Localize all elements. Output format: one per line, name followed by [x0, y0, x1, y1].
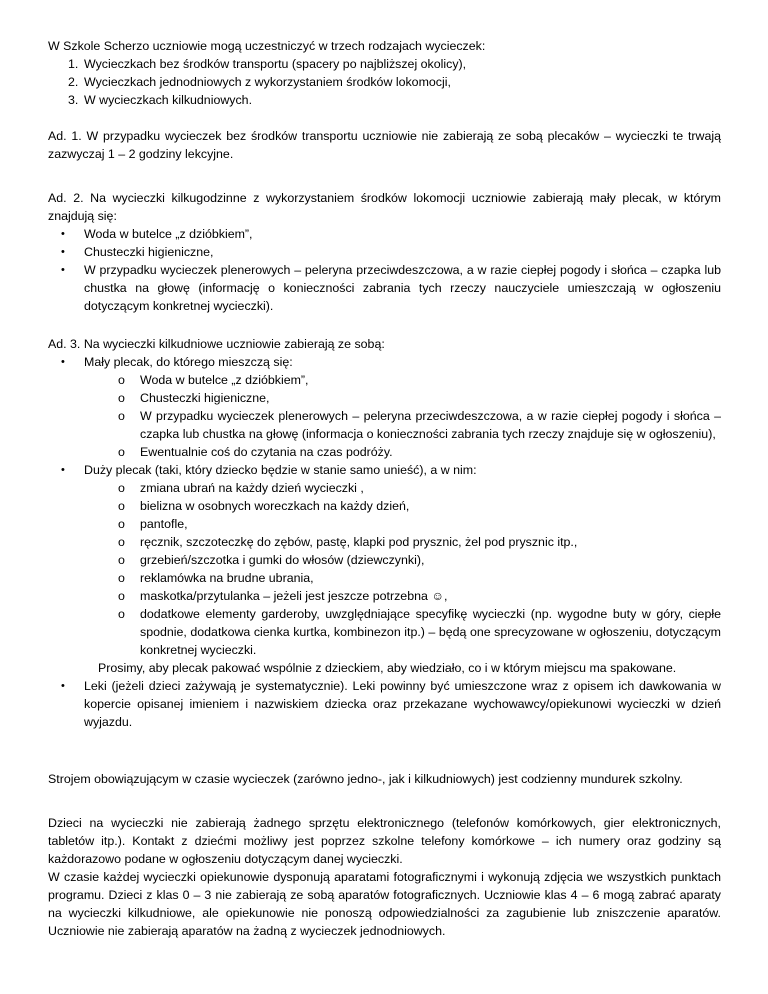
bullet-icon: • — [61, 264, 65, 276]
list-item-text: Wycieczkach jednodniowych z wykorzystaniem środków lokomocji, — [84, 75, 451, 89]
list-item-text: Leki (jeżeli dzieci zażywają je systematycznie). Leki powinny być umieszczone wraz z opisem ich dawkowania w kopercie opisanej imieniem i nazwiskiem dziecka oraz przekazane wychowawcy/opiekunowi wycieczki w dzień wyjazdu. — [84, 679, 721, 729]
list-item-text: Duży plecak (taki, który dziecko będzie w stanie samo unieść), a w nim: — [84, 463, 477, 477]
bullet-icon: • — [61, 246, 65, 258]
list-item-text: Woda w butelce „z dzióbkiem”, — [84, 227, 253, 241]
list-item-text: pantofle, — [140, 517, 188, 531]
list-item-text: reklamówka na brudne ubrania, — [140, 571, 314, 585]
list-item-text: zmiana ubrań na każdy dzień wycieczki , — [140, 481, 364, 495]
sub-bullet-icon: o — [118, 499, 125, 513]
sub-list-item — [48, 497, 721, 515]
bullet-icon: • — [61, 680, 65, 692]
photo-paragraph: W czasie każdej wycieczki opiekunowie dysponują aparatami fotograficznymi i wykonują zdjęcia we wszystkich punktach programu. Dzieci z klas 0 – 3 nie zabierają ze sobą aparatów fotograficznych. Uczniowie klas 4 – 6 mogą zabrać aparaty na wycieczki kilkudniowe, ale opiekunowie nie ponoszą odpowiedzialności za zagubienie lub zniszczenie aparatów. Uczniowie nie zabierają aparatów na żadną z wycieczek jednodniowych. — [48, 870, 721, 938]
ad1-paragraph: Ad. 1. W przypadku wycieczek bez środków transportu uczniowie nie zabierają ze sobą plecaków – wycieczki te trwają zazwyczaj 1 – 2 godziny lekcyjne. — [48, 129, 721, 161]
sub-bullet-icon: o — [118, 517, 125, 531]
sub-bullet-icon: o — [118, 607, 125, 621]
sub-bullet-icon: o — [118, 535, 125, 549]
list-item-text: W wycieczkach kilkudniowych. — [84, 93, 253, 107]
list-item-text: maskotka/przytulanka – jeżeli jest jeszcze potrzebna ☺, — [140, 589, 448, 603]
ad2-list-item — [48, 243, 721, 261]
big-backpack-item — [48, 461, 721, 479]
sub-list-item — [48, 407, 721, 443]
electronics-paragraph: Dzieci na wycieczki nie zabierają żadnego sprzętu elektronicznego (telefonów komórkowych, gier elektronicznych, tabletów itp.). Kontakt z dziećmi możliwy jest poprzez szkolne telefony komórkowe – ich numery oraz godziny są każdorazowo podane w ogłoszeniu dotyczącym danej wycieczki. — [48, 816, 721, 866]
bullet-icon: • — [61, 356, 65, 368]
sub-list-item — [48, 587, 721, 605]
bullet-icon: • — [61, 464, 65, 476]
sub-bullet-icon: o — [118, 373, 125, 387]
ad3-section — [48, 335, 721, 731]
ad2-paragraph: Ad. 2. Na wycieczki kilkugodzinne z wykorzystaniem środków lokomocji uczniowie zabierają mały plecak, w którym znajdują się: — [48, 191, 721, 223]
sub-list-item — [48, 533, 721, 551]
sub-bullet-icon: o — [118, 445, 125, 459]
ad1-section — [48, 127, 721, 163]
packing-note: Prosimy, aby plecak pakować wspólnie z dzieckiem, aby wiedziało, co i w którym miejscu ma spakowane. — [98, 661, 677, 675]
sub-bullet-icon: o — [118, 409, 125, 423]
list-item-text: Wycieczkach bez środków transportu (spacery po najbliższej okolicy), — [84, 57, 467, 71]
intro-list-item — [48, 73, 721, 91]
intro-section — [48, 37, 721, 109]
uniform-paragraph: Strojem obowiązującym w czasie wycieczek (zarówno jedno-, jak i kilkudniowych) jest codzienny mundurek szkolny. — [48, 772, 683, 786]
sub-list-item — [48, 515, 721, 533]
sub-list-item — [48, 479, 721, 497]
list-item-text: Mały plecak, do którego mieszczą się: — [84, 355, 293, 369]
list-item-text: dodatkowe elementy garderoby, uwzględniające specyfikę wycieczki (np. wygodne buty w góry, ciepłe spodnie, dodatkowa cienka kurtka, kombinezon itp.) – będą one sprecyzowane w ogłoszeniu, dotyczącym konkretnej wycieczki. — [140, 607, 721, 657]
ad2-section — [48, 189, 721, 315]
sub-list-item — [48, 389, 721, 407]
ad2-list-item — [48, 225, 721, 243]
sub-bullet-icon: o — [118, 481, 125, 495]
list-item-text: ręcznik, szczoteczkę do zębów, pastę, klapki pod prysznic, żel pod prysznic itp., — [140, 535, 578, 549]
intro-list-item — [48, 91, 721, 109]
ad2-list-item — [48, 261, 721, 315]
sub-bullet-icon: o — [118, 553, 125, 567]
small-backpack-item — [48, 353, 721, 371]
list-item-text: Chusteczki higieniczne, — [84, 245, 214, 259]
list-item-text: W przypadku wycieczek plenerowych – peleryna przeciwdeszczowa, a w razie ciepłej pogody i słońca – czapka lub chustka na głowę (informację o konieczności zabrania tych rzeczy nauczyciele umieszczają w ogłoszeniu dotyczącym konkretnej wycieczki). — [84, 263, 721, 313]
list-item-text: Ewentualnie coś do czytania na czas podróży. — [140, 445, 393, 459]
list-item-text: Woda w butelce „z dzióbkiem”, — [140, 373, 309, 387]
medicine-item — [48, 677, 721, 731]
list-number: 2. — [68, 75, 79, 89]
list-item-text: bielizna w osobnych woreczkach na każdy dzień, — [140, 499, 410, 513]
list-number: 1. — [68, 57, 79, 71]
list-number: 3. — [68, 93, 79, 107]
electronics-section — [48, 814, 721, 940]
ad3-paragraph: Ad. 3. Na wycieczki kilkudniowe uczniowie zabierają ze sobą: — [48, 337, 385, 351]
sub-list-item — [48, 371, 721, 389]
bullet-icon: • — [61, 228, 65, 240]
sub-bullet-icon: o — [118, 571, 125, 585]
list-item-text: Chusteczki higieniczne, — [140, 391, 270, 405]
sub-list-item — [48, 551, 721, 569]
sub-list-item — [48, 569, 721, 587]
intro-heading: W Szkole Scherzo uczniowie mogą uczestniczyć w trzech rodzajach wycieczek: — [48, 39, 486, 53]
uniform-section — [48, 770, 721, 788]
sub-list-item — [48, 605, 721, 659]
sub-bullet-icon: o — [118, 391, 125, 405]
sub-list-item — [48, 443, 721, 461]
sub-bullet-icon: o — [118, 589, 125, 603]
list-item-text: W przypadku wycieczek plenerowych – peleryna przeciwdeszczowa, a w razie ciepłej pogody i słońca – czapka lub chustka na głowę (informacja o konieczności zabrania tych rzeczy znajduje się w ogłoszeniu), — [140, 409, 721, 441]
intro-list-item — [48, 55, 721, 73]
list-item-text: grzebień/szczotka i gumki do włosów (dziewczynki), — [140, 553, 425, 567]
